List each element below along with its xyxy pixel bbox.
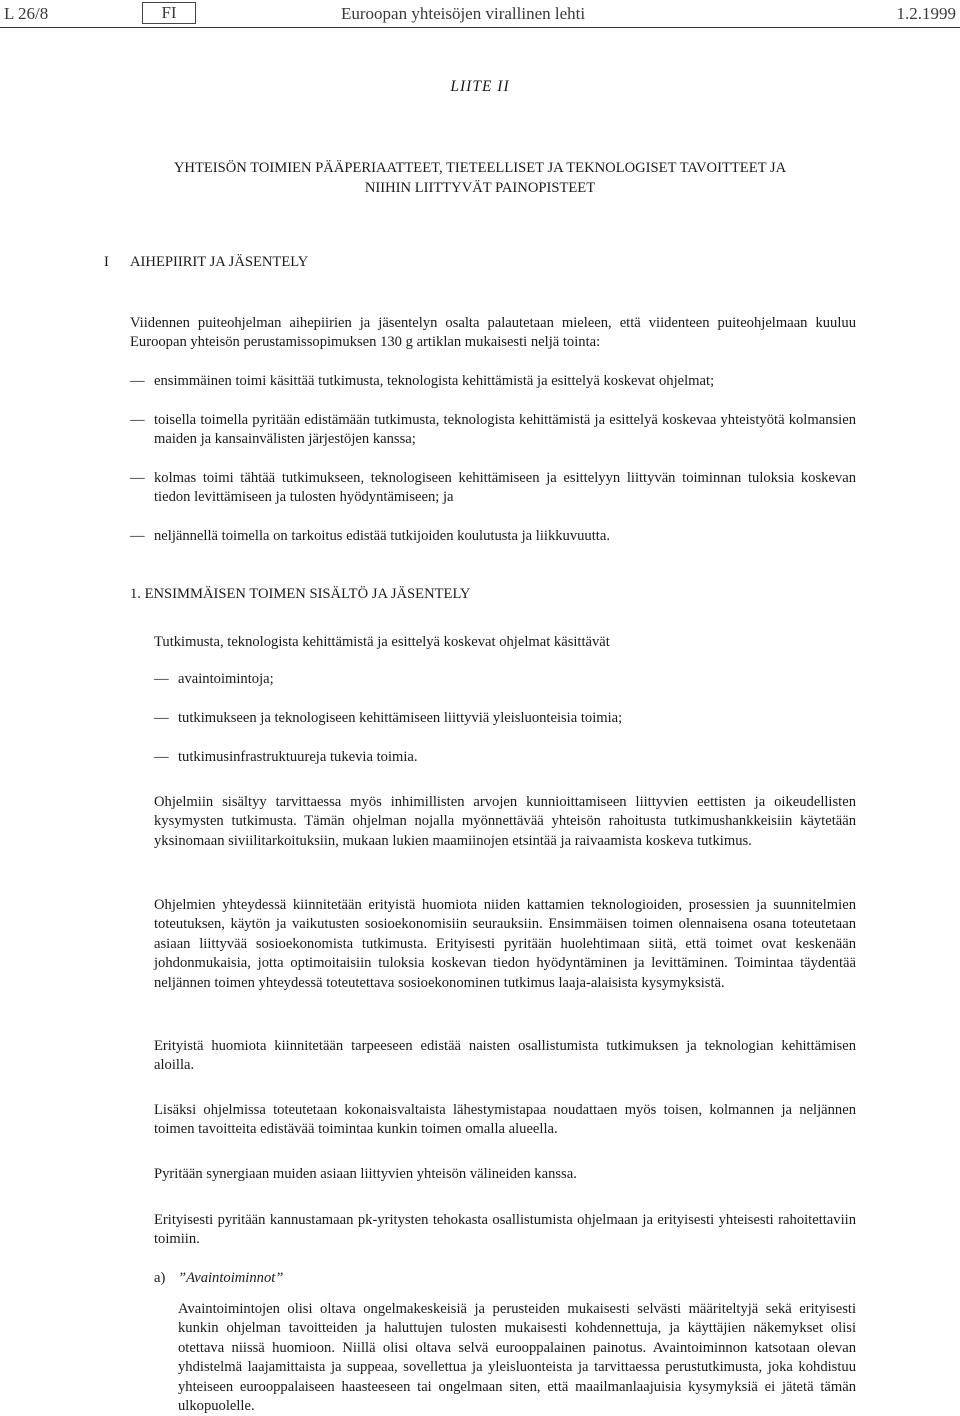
list-item: tutkimukseen ja teknologiseen kehittämiseen liittyviä yleisluonteisia toimia; bbox=[178, 710, 623, 726]
paragraph: Pyritään synergiaan muiden asiaan liittyvien yhteisön välineiden kanssa. bbox=[154, 1166, 577, 1182]
item-label: a) bbox=[154, 1270, 166, 1286]
list-item: kolmas toimi tähtää tutkimukseen, teknologiseen kehittämiseen ja esittelyyn liittyvän toiminnan tuloksia koskevan tiedon levittämiseen ja tulosten hyödyntämiseen; ja bbox=[154, 470, 856, 506]
dash-bullet: — bbox=[130, 528, 145, 544]
annex-label: LIITE II bbox=[450, 78, 510, 95]
list-item: ensimmäinen toimi käsittää tutkimusta, teknologista kehittämistä ja esittelyä koskevat ohjelmat; bbox=[154, 373, 715, 389]
paragraph: Erityisesti pyritään kannustamaan pk-yritysten tehokasta osallistumista ohjelmaan ja erityisesti yhteisesti rahoitettaviin toimiin. bbox=[154, 1212, 856, 1248]
paragraph: Ohjelmiin sisältyy tarvittaessa myös inhimillisten arvojen kunnioittamiseen liittyvien eettisten ja oikeudellisten kysymysten tutkimusta. Tämän ohjelman nojalla myönnettävää yhteisön rahoitusta tutkimushankkeisiin käytetään yksinomaan siviilitarkoituksiin, mukaan lukien maamiinojen etsintää ja raivaamista koskeva tutkimus. bbox=[154, 794, 856, 849]
dash-bullet: — bbox=[130, 412, 145, 428]
title-line-1: YHTEISÖN TOIMIEN PÄÄPERIAATTEET, TIETEELLISET JA TEKNOLOGISET TAVOITTEET JA bbox=[173, 160, 787, 176]
dash-bullet: — bbox=[154, 749, 169, 765]
dash-bullet: — bbox=[130, 470, 145, 486]
list-item: neljännellä toimella on tarkoitus edistää tutkijoiden koulutusta ja liikkuvuutta. bbox=[154, 528, 610, 544]
item-title: ”Avaintoiminnot” bbox=[178, 1270, 284, 1286]
dash-bullet: — bbox=[154, 710, 169, 726]
header-rule bbox=[0, 27, 960, 28]
list-item: tutkimusinfrastruktuureja tukevia toimia. bbox=[178, 749, 418, 765]
paragraph: Lisäksi ohjelmissa toteutetaan kokonaisvaltaista lähestymistapaa noudattaen myös toisen, kolmannen ja neljännen toimen tavoitteita edistävää toimintaa kunkin toimen omalla alueella. bbox=[154, 1102, 856, 1138]
section-number: I bbox=[104, 254, 109, 270]
paragraph: Erityistä huomiota kiinnitetään tarpeeseen edistää naisten osallistumista tutkimuksen ja teknologian kehittämisen aloilla. bbox=[154, 1038, 856, 1074]
page-reference: L 26/8 bbox=[4, 4, 49, 23]
subsection-intro: Tutkimusta, teknologista kehittämistä ja esittelyä koskevat ohjelmat käsittävät bbox=[154, 634, 610, 650]
section-intro: Viidennen puiteohjelman aihepiirien ja jäsentelyn osalta palautetaan mieleen, että viidenteen puiteohjelmaan kuuluu Euroopan yhteisön perustamissopimuksen 130 g artiklan mukaisesti neljä tointa: bbox=[130, 315, 856, 351]
paragraph: Ohjelmien yhteydessä kiinnitetään erityistä huomiota niiden kattamien teknologioiden, prosessien ja suunnitelmien toteutuksen, käytön ja vaikutusten sosioekonomisiin seurauksiin. Ensimmäisen toimen olennaisena osana toteutetaan asiaan liittyvää sosioekonomista tutkimusta. Erityisesti pyritään huolehtimaan siitä, että toimet ovat keskenään johdonmukaisia, jotta optimoitaisiin tuloksia koskevan tiedon hyödyntäminen ja levittäminen. Toimintaa täydentää neljännen toimen yhteydessä toteutettava sosioekonominen tutkimus laaja-alaisista kysymyksistä. bbox=[154, 897, 856, 991]
list-item: avaintoimintoja; bbox=[178, 671, 274, 687]
paragraph: Avaintoimintojen olisi oltava ongelmakeskeisiä ja perusteiden mukaisesti selvästi määriteltyjä sekä erityisesti kunkin ohjelman tavoitteiden ja haluttujen tulosten mukaisesti kohdennettuja, ja käyttäjien näkemykset olisi otettava niissä huomioon. Niillä olisi oltava selvä eurooppalainen painotus. Avaintoiminnon katsotaan olevan yhdistelmä laajamittaista ja suppeaa, sovellettua ja yleisluonteista ja tarvittaessa perustutkimusta, joka kohdistuu yhteiseen eurooppalaiseen haasteeseen tai ongelmaan siten, että maailmanlaajuisia kysymyksiä ei jätetä tämän ulkopuolelle. bbox=[178, 1301, 856, 1415]
page-header bbox=[4, 2, 956, 24]
language-code-box: FI bbox=[142, 2, 196, 24]
list-item: toisella toimella pyritään edistämään tutkimusta, teknologista kehittämistä ja esittelyä koskevaa yhteistyötä kolmansien maiden ja kansainvälisten järjestöjen kanssa; bbox=[154, 412, 856, 448]
publication-date: 1.2.1999 bbox=[896, 4, 956, 23]
journal-title: Euroopan yhteisöjen virallinen lehti bbox=[341, 4, 586, 23]
dash-bullet: — bbox=[154, 671, 169, 687]
dash-bullet: — bbox=[130, 373, 145, 389]
subsection-heading: 1. ENSIMMÄISEN TOIMEN SISÄLTÖ JA JÄSENTELY bbox=[130, 586, 471, 602]
document-title bbox=[80, 158, 880, 198]
title-line-2: NIIHIN LIITTYVÄT PAINOPISTEET bbox=[364, 180, 596, 196]
section-heading: AIHEPIIRIT JA JÄSENTELY bbox=[130, 254, 309, 270]
